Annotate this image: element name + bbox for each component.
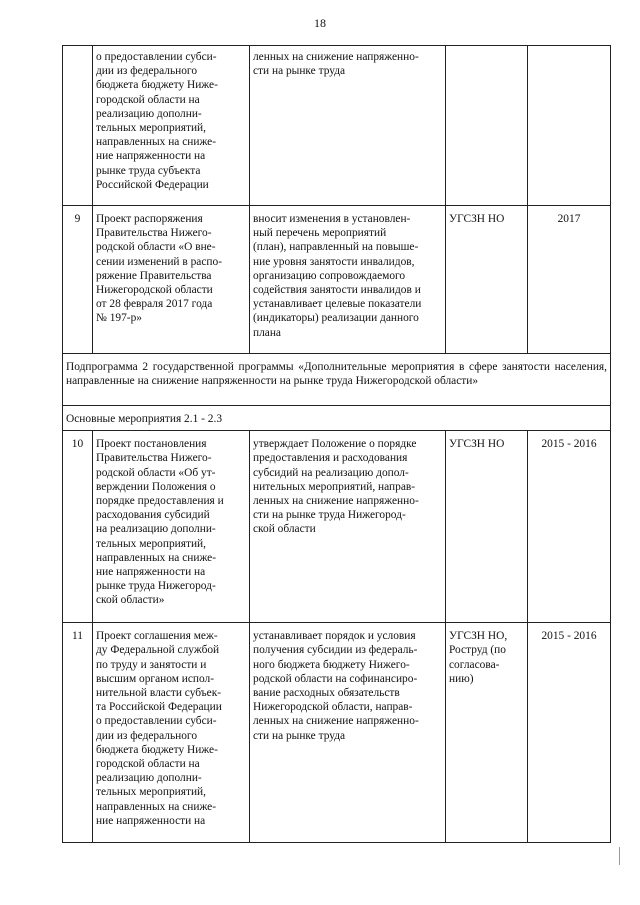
- table-row: [63, 46, 611, 206]
- row-number: [63, 46, 93, 206]
- document-name: Проект соглашения меж- ду Федеральной службой по труду и занятости и высшим органом испол- нительной власти субъек- та Российской Федерации о предоставлении субси- дии из федерального бюджета бюджету Ниже- городской области на реализацию дополни- тельных мероприятий, направленных на сниже- ние напряженности на: [93, 623, 250, 843]
- measures-table: [62, 45, 611, 843]
- main-measures-row: [63, 406, 611, 431]
- period: 2015 - 2016: [528, 623, 611, 843]
- document-description: устанавливает порядок и условия получения субсидии из федераль- ного бюджета бюджету Нижего- родской области на софинансиро- вание расходных обязательств Нижегородской области, направ- ленных на снижение напряженно- сти на рынке труда: [250, 623, 446, 843]
- executor: УГСЗН НО: [446, 431, 528, 623]
- document-name: Проект распоряжения Правительства Нижего- родской области «О вне- сении изменений в распо- ряжение Правительства Нижегородской области от 28 февраля 2017 года № 197-р»: [93, 206, 250, 354]
- table-row: [63, 206, 611, 354]
- subprogram-row: [63, 354, 611, 406]
- period: [528, 46, 611, 206]
- document-description: ленных на снижение напряженно- сти на рынке труда: [250, 46, 446, 206]
- executor: УГСЗН НО: [446, 206, 528, 354]
- subprogram-heading: Подпрограмма 2 государственной программы «Дополнительные мероприятия в сфере занятости населения, направленные на снижение напряженности на рынке труда Нижегородской области»: [63, 354, 611, 406]
- executor: [446, 46, 528, 206]
- document-description: вносит изменения в установлен- ный перечень мероприятий (план), направленный на повыше- ние уровня занятости инвалидов, организацию сопровождаемого содействия занятости инвалидов и устанавливает целевые показатели (индикаторы) реализации данного плана: [250, 206, 446, 354]
- row-number: 9: [63, 206, 93, 354]
- executor: УГСЗН НО, Роструд (по согласова- нию): [446, 623, 528, 843]
- document-name: о предоставлении субси- дии из федерального бюджета бюджету Ниже- городской области на реализацию дополни- тельных мероприятий, направленных на сниже- ние напряженности на рынке труда субъекта Российской Федерации: [93, 46, 250, 206]
- main-measures-heading: Основные мероприятия 2.1 - 2.3: [63, 406, 611, 431]
- row-number: 10: [63, 431, 93, 623]
- row-number: 11: [63, 623, 93, 843]
- table-row: [63, 431, 611, 623]
- period: 2015 - 2016: [528, 431, 611, 623]
- table-row: [63, 623, 611, 843]
- document-name: Проект постановления Правительства Нижего- родской области «Об ут- верждении Положения о порядке предоставления и расходования субсидий на реализацию дополни- тельных мероприятий, направленных на сниже- ние напряженности на рынке труда Нижегород- ской области»: [93, 431, 250, 623]
- scan-edge-mark: [611, 847, 620, 865]
- document-description: утверждает Положение о порядке предоставления и расходования субсидий на реализацию допол- нительных мероприятий, направ- ленных на снижение напряженно- сти на рынке труда Нижегород- ской области: [250, 431, 446, 623]
- page-number: 18: [314, 16, 326, 30]
- period: 2017: [528, 206, 611, 354]
